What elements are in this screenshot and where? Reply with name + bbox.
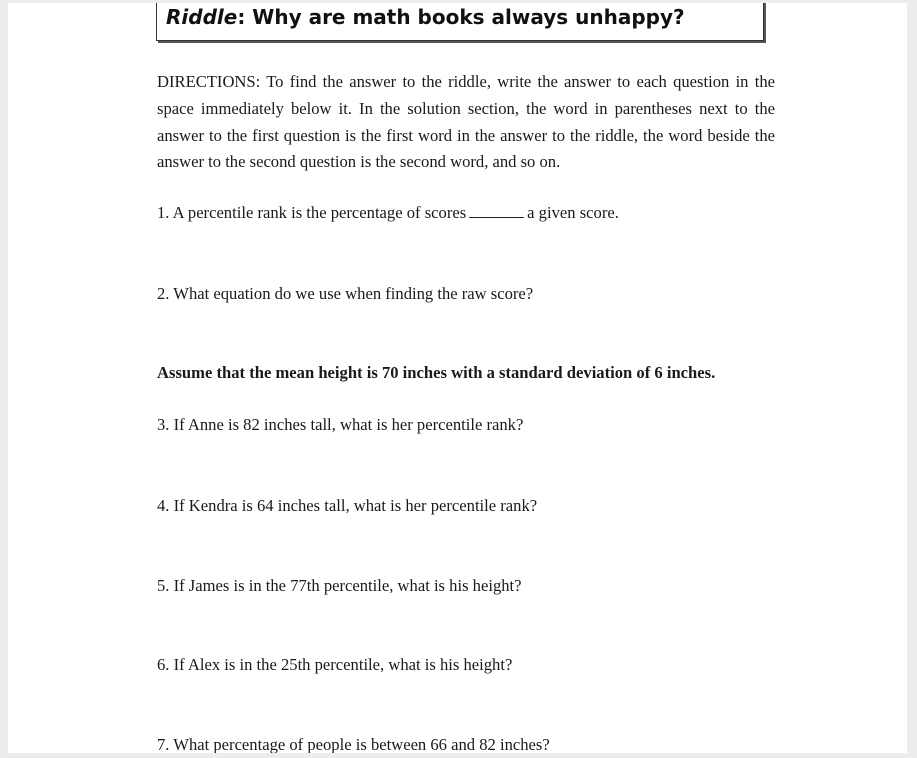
worksheet-page	[8, 3, 907, 753]
question-7: 7. What percentage of people is between 66 and 82 inches?	[157, 735, 550, 753]
question-5: 5. If James is in the 77th percentile, what is his height?	[157, 576, 522, 595]
question-6: 6. If Alex is in the 25th percentile, what is his height?	[157, 655, 513, 674]
riddle-label: Riddle	[166, 5, 238, 29]
question-2: 2. What equation do we use when finding the raw score?	[157, 284, 534, 303]
question-1	[157, 203, 619, 223]
question-1-after: a given score.	[527, 203, 619, 222]
question-4: 4. If Kendra is 64 inches tall, what is her percentile rank?	[157, 496, 538, 515]
directions-paragraph: DIRECTIONS: To find the answer to the riddle, write the answer to each question in the space immediately below it. In the solution section, the word in parentheses next to the answer to the first question is the first word in the answer to the riddle, the word beside the answer to the second question is the second word, and so on.	[157, 72, 775, 172]
assumption-statement: Assume that the mean height is 70 inches with a standard deviation of 6 inches.	[157, 363, 716, 382]
question-3: 3. If Anne is 82 inches tall, what is her percentile rank?	[157, 415, 524, 434]
riddle-box	[156, 3, 764, 41]
question-1-before: 1. A percentile rank is the percentage of scores	[157, 203, 467, 222]
riddle-title	[166, 5, 685, 29]
question-1-blank	[469, 203, 524, 218]
riddle-question: : Why are math books always unhappy?	[237, 5, 685, 29]
